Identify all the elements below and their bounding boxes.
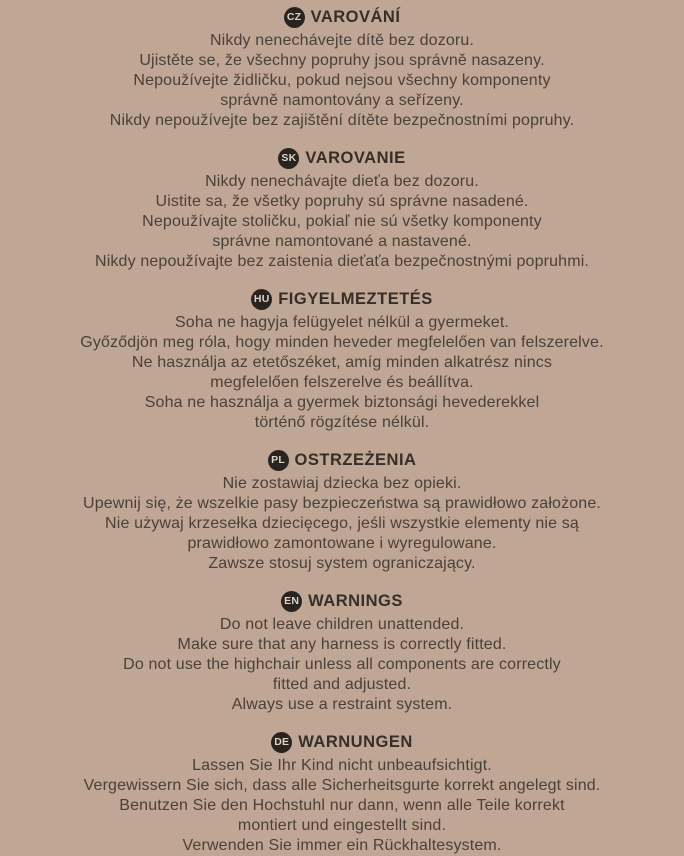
warning-line: Nie używaj krzesełka dziecięcego, jeśli wszystkie elementy nie są xyxy=(105,515,579,532)
warning-line: Soha ne hagyja felügyelet nélkül a gyermeket. xyxy=(174,314,510,331)
warning-line: Vergewissern Sie sich, dass alle Sicherheitsgurte korrekt angelegt sind. xyxy=(83,777,601,794)
warning-section xyxy=(0,590,684,715)
section-header xyxy=(0,288,684,310)
section-lines xyxy=(0,474,684,574)
section-header xyxy=(0,731,684,753)
warning-line: správně namontovány a seřízeny. xyxy=(220,92,464,109)
warning-line: Benutzen Sie den Hochstuhl nur dann, wenn alle Teile korrekt xyxy=(119,797,565,814)
warning-line: Do not leave children unattended. xyxy=(219,616,465,633)
section-header xyxy=(0,6,684,28)
warning-line: megfelelően felszerelve és beállítva. xyxy=(210,374,474,391)
language-badge: EN xyxy=(281,591,302,612)
warning-line: Do not use the highchair unless all components are correctly xyxy=(123,656,561,673)
language-badge: SK xyxy=(278,148,299,169)
warning-line: Lassen Sie Ihr Kind nicht unbeaufsichtigt. xyxy=(192,757,492,774)
warning-sections xyxy=(0,6,684,856)
warning-line: Verwenden Sie immer ein Rückhaltesystem. xyxy=(182,837,502,854)
section-lines xyxy=(0,172,684,272)
warning-line: Always use a restraint system. xyxy=(231,696,453,713)
section-title: WARNUNGEN xyxy=(298,732,413,751)
warning-section xyxy=(0,449,684,574)
warning-line: Nepoužívajte stoličku, pokiaľ nie sú všetky komponenty xyxy=(142,213,542,230)
section-title: OSTRZEŻENIA xyxy=(294,450,417,469)
section-lines xyxy=(0,615,684,715)
warning-line: Soha ne használja a gyermek biztonsági hevederekkel xyxy=(144,394,540,411)
language-badge: HU xyxy=(251,289,272,310)
warning-line: Ujistěte se, že všechny popruhy jsou správně nasazeny. xyxy=(139,52,545,69)
section-title: WARNINGS xyxy=(308,591,403,610)
warning-line: správne namontované a nastavené. xyxy=(212,233,472,250)
section-header xyxy=(0,449,684,471)
language-badge: PL xyxy=(268,450,289,471)
warning-line: montiert und eingestellt sind. xyxy=(237,817,447,834)
warning-section xyxy=(0,288,684,433)
section-lines xyxy=(0,756,684,856)
warning-line: prawidłowo zamontowane i wyregulowane. xyxy=(187,535,497,552)
warning-line: Upewnij się, że wszelkie pasy bezpieczeństwa są prawidłowo założone. xyxy=(82,495,601,512)
section-header xyxy=(0,590,684,612)
section-title: FIGYELMEZTETÉS xyxy=(278,289,433,308)
warning-line: Nikdy nenechávajte dieťa bez dozoru. xyxy=(205,173,479,190)
warning-line: Nepoužívejte židličku, pokud nejsou všechny komponenty xyxy=(133,72,551,89)
section-title: VAROVANIE xyxy=(305,148,406,167)
warning-line: Make sure that any harness is correctly fitted. xyxy=(177,636,507,653)
section-lines xyxy=(0,31,684,131)
section-title: VAROVÁNÍ xyxy=(310,7,401,26)
warning-line: Nikdy nepoužívajte bez zaistenia dieťaťa bezpečnostnými popruhmi. xyxy=(94,253,590,270)
warning-line: Zawsze stosuj system ograniczający. xyxy=(208,555,476,572)
warning-line: történő rögzítése nélkül. xyxy=(254,414,430,431)
warning-line: Győződjön meg róla, hogy minden heveder megfelelően van felszerelve. xyxy=(80,334,604,351)
warning-line: Nie zostawiaj dziecka bez opieki. xyxy=(222,475,462,492)
warning-line: Ne használja az etetőszéket, amíg minden alkatrész nincs xyxy=(131,354,553,371)
section-header xyxy=(0,147,684,169)
language-badge: DE xyxy=(271,732,292,753)
warning-line: Uistite sa, že všetky popruhy sú správne nasadené. xyxy=(155,193,529,210)
warning-section xyxy=(0,147,684,272)
language-badge: CZ xyxy=(284,7,305,28)
warning-section xyxy=(0,731,684,856)
warning-line: fitted and adjusted. xyxy=(272,676,412,693)
warning-section xyxy=(0,6,684,131)
warning-line: Nikdy nenechávejte dítě bez dozoru. xyxy=(209,32,475,49)
section-lines xyxy=(0,313,684,433)
warning-line: Nikdy nepoužívejte bez zajištění dítěte bezpečnostními popruhy. xyxy=(109,112,575,129)
